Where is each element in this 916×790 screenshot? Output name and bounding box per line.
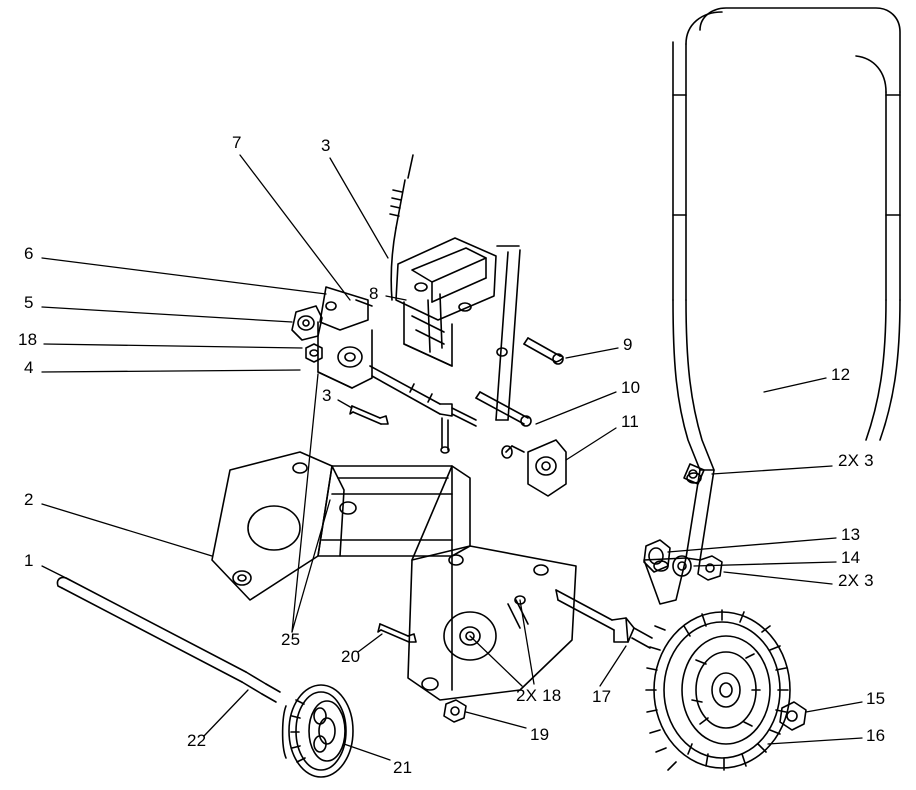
callout-21: 21 bbox=[393, 758, 413, 777]
part-2x3-bolt-upper-right bbox=[684, 464, 704, 484]
callout-5: 5 bbox=[24, 293, 34, 312]
callout-7: 7 bbox=[232, 133, 242, 152]
part-10-shaft bbox=[476, 392, 531, 426]
callout-17: 17 bbox=[592, 687, 612, 706]
callout-2: 2 bbox=[24, 490, 34, 509]
callout-1: 1 bbox=[24, 551, 34, 570]
axle-shaft-part-17 bbox=[556, 590, 652, 648]
callout-3-upper: 3 bbox=[321, 136, 331, 155]
callout-19: 19 bbox=[530, 725, 550, 744]
right-wheel-part-16 bbox=[646, 610, 790, 770]
callout-3-lower: 3 bbox=[322, 386, 332, 405]
callout-10: 10 bbox=[621, 378, 641, 397]
callout-9: 9 bbox=[623, 335, 633, 354]
callout-11: 11 bbox=[621, 412, 640, 431]
main-frame-housing-part-2 bbox=[212, 452, 576, 700]
callout-14: 14 bbox=[841, 548, 861, 567]
part-19-nut bbox=[444, 700, 466, 722]
part-15-nut bbox=[780, 702, 806, 730]
control-rod-part-3-upper bbox=[390, 155, 413, 300]
upper-left-bracket-parts-5-6-7 bbox=[292, 287, 372, 388]
part-9-rod bbox=[524, 338, 563, 364]
callout-2x3-upper: 2X 3 bbox=[838, 451, 874, 470]
handle-bar-part-12 bbox=[673, 8, 900, 470]
callout-6: 6 bbox=[24, 244, 34, 263]
left-wheel-part-21 bbox=[283, 685, 353, 777]
part-11-clamp bbox=[502, 440, 566, 496]
callout-16: 16 bbox=[866, 726, 886, 745]
callout-20: 20 bbox=[341, 647, 361, 666]
callout-4: 4 bbox=[24, 358, 34, 377]
callout-15: 15 bbox=[866, 689, 886, 708]
callout-8: 8 bbox=[369, 284, 379, 303]
callout-2x18: 2X 18 bbox=[516, 686, 562, 705]
callout-18: 18 bbox=[18, 330, 38, 349]
callout-2x3-lower: 2X 3 bbox=[838, 571, 874, 590]
upper-handle-tube bbox=[496, 246, 520, 420]
part-3-bolt-lower bbox=[350, 406, 388, 424]
callout-12: 12 bbox=[831, 365, 851, 384]
control-lever-housing-part-8 bbox=[396, 238, 496, 366]
cross-shaft bbox=[370, 366, 476, 453]
callout-22: 22 bbox=[187, 731, 207, 750]
callout-25: 25 bbox=[281, 630, 301, 649]
right-lower-bracket bbox=[644, 470, 714, 604]
callout-13: 13 bbox=[841, 525, 861, 544]
